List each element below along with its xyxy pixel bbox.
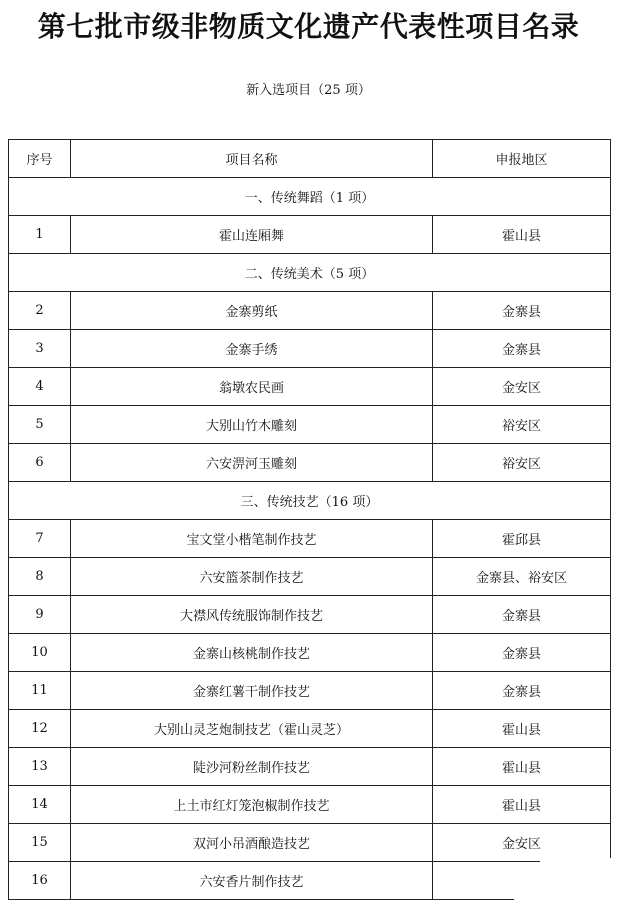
table-row bbox=[9, 216, 611, 254]
region-name: 裕安区 bbox=[433, 406, 611, 444]
project-name: 六安香片制作技艺 bbox=[71, 862, 433, 900]
table-row bbox=[9, 596, 611, 634]
region-name: 金安区 bbox=[433, 368, 611, 406]
document-subtitle: 新入选项目（25 项） bbox=[246, 83, 371, 98]
row-index: 14 bbox=[9, 786, 71, 824]
region-name: 金安区 bbox=[433, 824, 611, 862]
project-name: 大襟风传统服饰制作技艺 bbox=[71, 596, 433, 634]
category-label: 一、传统舞蹈（1 项） bbox=[9, 178, 611, 216]
region-name: 金寨县 bbox=[433, 672, 611, 710]
header-index: 序号 bbox=[9, 140, 71, 178]
project-name: 陡沙河粉丝制作技艺 bbox=[71, 748, 433, 786]
project-name: 金寨剪纸 bbox=[71, 292, 433, 330]
table-row bbox=[9, 824, 611, 862]
region-name: 金寨县 bbox=[433, 292, 611, 330]
table-row bbox=[9, 672, 611, 710]
region-name: 霍邱县 bbox=[433, 520, 611, 558]
table-body bbox=[9, 178, 611, 900]
region-name: 金寨县 bbox=[433, 634, 611, 672]
row-index: 15 bbox=[9, 824, 71, 862]
row-index: 7 bbox=[9, 520, 71, 558]
category-row bbox=[9, 178, 611, 216]
project-name: 六安篮茶制作技艺 bbox=[71, 558, 433, 596]
row-index: 6 bbox=[9, 444, 71, 482]
page-edge-mask bbox=[514, 872, 617, 910]
row-index: 3 bbox=[9, 330, 71, 368]
row-index: 4 bbox=[9, 368, 71, 406]
header-name: 项目名称 bbox=[71, 140, 433, 178]
table-row bbox=[9, 330, 611, 368]
region-name: 金寨县 bbox=[433, 596, 611, 634]
table-row bbox=[9, 558, 611, 596]
table-header-row bbox=[9, 140, 611, 178]
table-row bbox=[9, 710, 611, 748]
row-index: 9 bbox=[9, 596, 71, 634]
project-name: 翁墩农民画 bbox=[71, 368, 433, 406]
table-row bbox=[9, 786, 611, 824]
project-name: 大别山竹木雕刻 bbox=[71, 406, 433, 444]
region-name: 金寨县、裕安区 bbox=[433, 558, 611, 596]
table-row bbox=[9, 634, 611, 672]
category-row bbox=[9, 254, 611, 292]
project-name: 宝文堂小楷笔制作技艺 bbox=[71, 520, 433, 558]
row-index: 5 bbox=[9, 406, 71, 444]
table-row bbox=[9, 748, 611, 786]
row-index: 8 bbox=[9, 558, 71, 596]
table-row bbox=[9, 368, 611, 406]
project-name: 霍山连厢舞 bbox=[71, 216, 433, 254]
region-name: 霍山县 bbox=[433, 710, 611, 748]
document-title: 第七批市级非物质文化遗产代表性项目名录 bbox=[37, 10, 580, 43]
category-row bbox=[9, 482, 611, 520]
region-name: 霍山县 bbox=[433, 748, 611, 786]
project-name: 双河小吊酒酿造技艺 bbox=[71, 824, 433, 862]
table-row bbox=[9, 292, 611, 330]
row-index: 1 bbox=[9, 216, 71, 254]
region-name: 裕安区 bbox=[433, 444, 611, 482]
row-index: 2 bbox=[9, 292, 71, 330]
table-row bbox=[9, 520, 611, 558]
project-name: 金寨山核桃制作技艺 bbox=[71, 634, 433, 672]
row-index: 11 bbox=[9, 672, 71, 710]
region-name: 霍山县 bbox=[433, 786, 611, 824]
row-index: 10 bbox=[9, 634, 71, 672]
project-name: 金寨手绣 bbox=[71, 330, 433, 368]
project-name: 上土市红灯笼泡椒制作技艺 bbox=[71, 786, 433, 824]
row-index: 13 bbox=[9, 748, 71, 786]
header-region: 申报地区 bbox=[433, 140, 611, 178]
project-name: 大别山灵芝炮制技艺（霍山灵芝） bbox=[71, 710, 433, 748]
row-index: 12 bbox=[9, 710, 71, 748]
project-name: 六安淠河玉雕刻 bbox=[71, 444, 433, 482]
table-row bbox=[9, 444, 611, 482]
category-label: 三、传统技艺（16 项） bbox=[9, 482, 611, 520]
region-name: 金寨县 bbox=[433, 330, 611, 368]
table-row bbox=[9, 406, 611, 444]
heritage-list-table bbox=[8, 139, 611, 900]
region-name: 霍山县 bbox=[433, 216, 611, 254]
project-name: 金寨红薯干制作技艺 bbox=[71, 672, 433, 710]
category-label: 二、传统美术（5 项） bbox=[9, 254, 611, 292]
row-index: 16 bbox=[9, 862, 71, 900]
